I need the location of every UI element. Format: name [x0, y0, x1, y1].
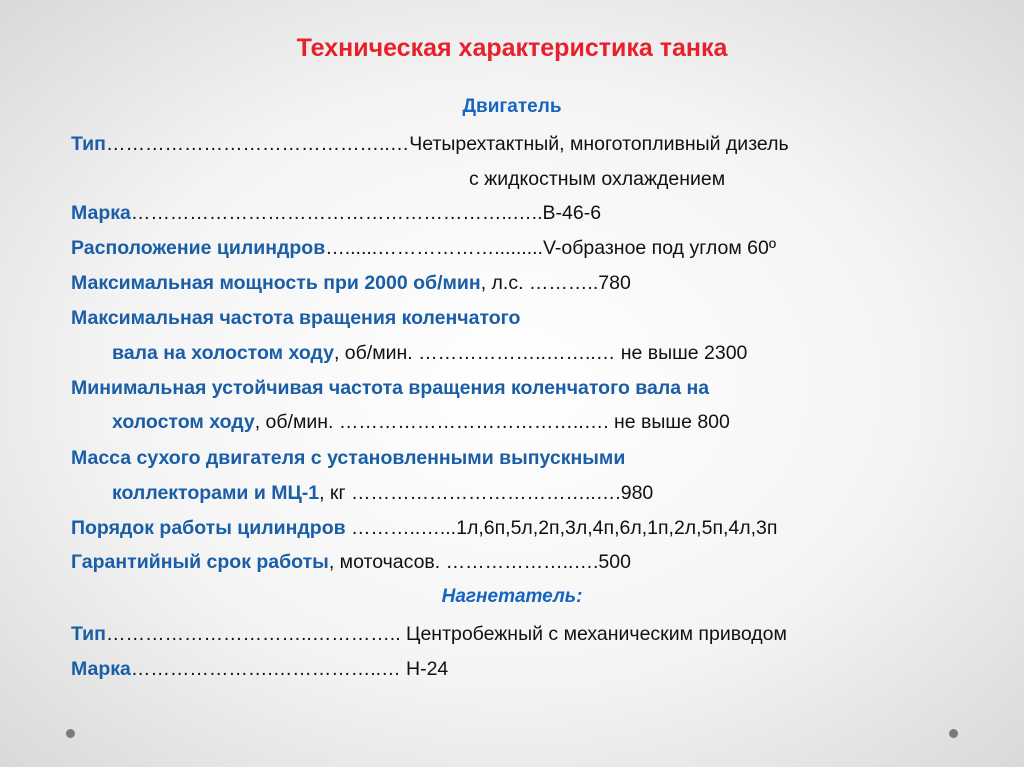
spec-value: …………………………………………………..…..В-46-6 — [130, 202, 602, 224]
section-heading-supercharger: Нагнетатель: — [441, 586, 583, 607]
spec-value: , об/мин. ………………..……..… не выше 2300 — [333, 342, 748, 364]
spec-line-max-rpm-cont — [112, 341, 747, 365]
spec-key: Максимальная частота вращения коленчатого — [71, 307, 521, 329]
spec-value: , об/мин. ………………………………..…. не выше 800 — [254, 411, 730, 433]
spec-key: Максимальная мощность при 2000 об/мин — [71, 272, 481, 294]
spec-value: …………………………..………….. Центробежный с механическим приводом — [105, 623, 787, 645]
spec-value: , кг ………………………………..….980 — [319, 482, 654, 504]
spec-key: Минимальная устойчивая частота вращения коленчатого вала на — [71, 377, 710, 399]
spec-key: Марка — [71, 202, 131, 224]
spec-value: с жидкостным охлаждением — [469, 168, 726, 190]
spec-line-engine-type — [71, 132, 789, 156]
slide-nav-dot-right — [949, 729, 958, 738]
spec-line-firing-order — [71, 516, 777, 540]
spec-key: Марка — [71, 658, 131, 680]
spec-value: , моточасов. ………………..….500 — [328, 551, 631, 573]
spec-key: коллекторами и МЦ-1 — [112, 482, 320, 504]
spec-line-max-rpm — [71, 306, 520, 330]
spec-key: холостом ходу — [112, 411, 255, 433]
spec-key: Расположение цилиндров — [71, 237, 326, 259]
spec-line-dry-mass-cont — [112, 481, 653, 505]
spec-line-min-rpm — [71, 376, 709, 400]
spec-value: ………………….……………..… Н-24 — [130, 658, 449, 680]
spec-line-engine-model — [71, 201, 601, 225]
spec-line-supercharger-type — [71, 622, 787, 646]
spec-value: , л.с. ………..780 — [480, 272, 631, 294]
slide-title: Техническая характеристика танка — [296, 34, 728, 62]
spec-line-max-power — [71, 271, 631, 295]
spec-line-min-rpm-cont — [112, 410, 730, 434]
spec-line-cylinder-layout — [71, 236, 776, 260]
spec-line-engine-type-cont — [469, 167, 725, 191]
spec-line-dry-mass — [71, 446, 625, 470]
section-heading-engine: Двигатель — [462, 96, 562, 117]
spec-line-warranty — [71, 550, 631, 574]
spec-value: …......……………….........V-образное под углом 60º — [325, 237, 776, 259]
spec-key: Гарантийный срок работы — [71, 551, 329, 573]
slide-nav-dot-left — [66, 729, 75, 738]
spec-key: вала на холостом ходу — [112, 342, 334, 364]
spec-key: Тип — [71, 133, 106, 155]
spec-key: Порядок работы цилиндров — [71, 517, 346, 539]
spec-key: Тип — [71, 623, 106, 645]
spec-line-supercharger-model — [71, 657, 448, 681]
spec-value: ………..…...1л,6п,5л,2п,3л,4п,6л,1п,2л,5п,4л,3п — [345, 517, 778, 539]
spec-key: Масса сухого двигателя с установленными выпускными — [71, 447, 626, 469]
spec-value: ……………………………………..…Четырехтактный, многотопливный дизель — [105, 133, 789, 155]
